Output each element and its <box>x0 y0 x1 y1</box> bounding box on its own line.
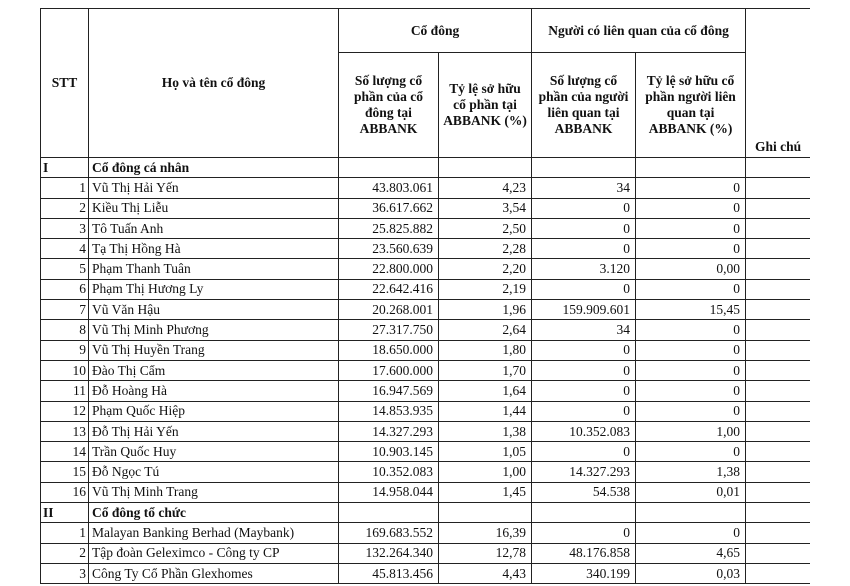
table-row <box>41 198 811 218</box>
shares-cell: 10.352.083 <box>339 462 439 482</box>
row-number: 4 <box>41 239 89 259</box>
related-shares-cell: 0 <box>532 279 636 299</box>
related-ratio-cell: 0 <box>636 239 746 259</box>
note-cell <box>746 421 810 441</box>
related-ratio-cell: 15,45 <box>636 300 746 320</box>
ratio-cell: 2,28 <box>439 239 532 259</box>
row-number: 13 <box>41 421 89 441</box>
related-ratio-cell: 1,00 <box>636 421 746 441</box>
shares-cell: 36.617.662 <box>339 198 439 218</box>
ratio-cell: 1,44 <box>439 401 532 421</box>
empty-cell <box>532 158 636 178</box>
related-shares-cell: 0 <box>532 340 636 360</box>
section-number: I <box>41 158 89 178</box>
related-ratio-cell: 0 <box>636 198 746 218</box>
related-ratio-cell: 0 <box>636 218 746 238</box>
section-title: Cổ đông cá nhân <box>89 158 339 178</box>
row-number: 11 <box>41 381 89 401</box>
related-ratio-cell: 0 <box>636 401 746 421</box>
row-number: 12 <box>41 401 89 421</box>
note-cell <box>746 462 810 482</box>
ratio-cell: 16,39 <box>439 523 532 543</box>
ratio-cell: 1,05 <box>439 442 532 462</box>
row-number: 9 <box>41 340 89 360</box>
related-ratio-cell: 0,01 <box>636 482 746 502</box>
shareholder-document <box>40 8 810 586</box>
table-row <box>41 320 811 340</box>
related-shares-cell: 0 <box>532 401 636 421</box>
shareholder-name: Kiều Thị Liễu <box>89 198 339 218</box>
related-shares-cell: 3.120 <box>532 259 636 279</box>
empty-cell <box>746 158 810 178</box>
table-row <box>41 563 811 583</box>
shares-cell: 23.560.639 <box>339 239 439 259</box>
ratio-cell: 1,80 <box>439 340 532 360</box>
note-cell <box>746 543 810 563</box>
row-number: 8 <box>41 320 89 340</box>
related-ratio-cell: 0 <box>636 442 746 462</box>
related-ratio-cell: 0 <box>636 320 746 340</box>
related-shares-cell: 10.352.083 <box>532 421 636 441</box>
related-ratio-cell: 0 <box>636 381 746 401</box>
table-header <box>41 9 811 158</box>
row-number: 6 <box>41 279 89 299</box>
table-row <box>41 259 811 279</box>
row-number: 14 <box>41 442 89 462</box>
note-cell <box>746 259 810 279</box>
row-number: 3 <box>41 218 89 238</box>
empty-cell <box>636 158 746 178</box>
section-row <box>41 503 811 523</box>
row-number: 16 <box>41 482 89 502</box>
related-ratio-cell: 1,38 <box>636 462 746 482</box>
header-stt: STT <box>41 9 89 158</box>
ratio-cell: 1,45 <box>439 482 532 502</box>
related-shares-cell: 34 <box>532 178 636 198</box>
note-cell <box>746 442 810 462</box>
ratio-cell: 1,64 <box>439 381 532 401</box>
header-shares: Số lượng cổ phần của cổ đông tại ABBANK <box>339 53 439 158</box>
note-cell <box>746 563 810 583</box>
related-ratio-cell: 4,65 <box>636 543 746 563</box>
note-cell <box>746 320 810 340</box>
shares-cell: 27.317.750 <box>339 320 439 340</box>
note-cell <box>746 360 810 380</box>
related-ratio-cell: 0 <box>636 178 746 198</box>
table-row <box>41 300 811 320</box>
shares-cell: 17.600.000 <box>339 360 439 380</box>
note-cell <box>746 340 810 360</box>
related-shares-cell: 34 <box>532 320 636 340</box>
related-shares-cell: 159.909.601 <box>532 300 636 320</box>
empty-cell <box>339 503 439 523</box>
shares-cell: 43.803.061 <box>339 178 439 198</box>
row-number: 15 <box>41 462 89 482</box>
shares-cell: 20.268.001 <box>339 300 439 320</box>
ratio-cell: 1,00 <box>439 462 532 482</box>
row-number: 3 <box>41 563 89 583</box>
row-number: 5 <box>41 259 89 279</box>
shareholder-name: Vũ Thị Minh Phương <box>89 320 339 340</box>
related-shares-cell: 0 <box>532 218 636 238</box>
header-related-shares: Số lượng cổ phần của người liên quan tại ABBANK <box>532 53 636 158</box>
shareholder-name: Tô Tuấn Anh <box>89 218 339 238</box>
note-cell <box>746 178 810 198</box>
shares-cell: 45.813.456 <box>339 563 439 583</box>
related-shares-cell: 0 <box>532 381 636 401</box>
note-cell <box>746 401 810 421</box>
header-shareholder-group: Cổ đông <box>339 9 532 53</box>
shareholder-name: Đỗ Thị Hải Yến <box>89 421 339 441</box>
header-note: Ghi chú <box>746 9 810 158</box>
table-row <box>41 279 811 299</box>
row-number: 1 <box>41 178 89 198</box>
shares-cell: 18.650.000 <box>339 340 439 360</box>
shares-cell: 16.947.569 <box>339 381 439 401</box>
related-shares-cell: 54.538 <box>532 482 636 502</box>
shareholder-name: Đỗ Hoàng Hà <box>89 381 339 401</box>
shareholder-table <box>40 8 810 584</box>
shareholder-name: Phạm Quốc Hiệp <box>89 401 339 421</box>
ratio-cell: 1,96 <box>439 300 532 320</box>
shares-cell: 14.958.044 <box>339 482 439 502</box>
related-ratio-cell: 0,03 <box>636 563 746 583</box>
related-shares-cell: 48.176.858 <box>532 543 636 563</box>
shareholder-name: Đỗ Ngọc Tú <box>89 462 339 482</box>
shares-cell: 14.327.293 <box>339 421 439 441</box>
shares-cell: 22.642.416 <box>339 279 439 299</box>
table-row <box>41 523 811 543</box>
section-row <box>41 158 811 178</box>
empty-cell <box>439 503 532 523</box>
related-shares-cell: 0 <box>532 198 636 218</box>
related-shares-cell: 0 <box>532 239 636 259</box>
header-related-group: Người có liên quan của cổ đông <box>532 9 746 53</box>
note-cell <box>746 198 810 218</box>
ratio-cell: 12,78 <box>439 543 532 563</box>
related-ratio-cell: 0 <box>636 360 746 380</box>
note-cell <box>746 279 810 299</box>
note-cell <box>746 523 810 543</box>
header-name: Họ và tên cổ đông <box>89 9 339 158</box>
table-body <box>41 158 811 584</box>
shareholder-name: Vũ Thị Hải Yến <box>89 178 339 198</box>
related-ratio-cell: 0 <box>636 523 746 543</box>
shareholder-name: Vũ Văn Hậu <box>89 300 339 320</box>
shares-cell: 169.683.552 <box>339 523 439 543</box>
empty-cell <box>439 158 532 178</box>
table-row <box>41 381 811 401</box>
header-related-ratio: Tỷ lệ sở hữu cổ phần người liên quan tại ABBANK (%) <box>636 53 746 158</box>
note-cell <box>746 218 810 238</box>
table-row <box>41 442 811 462</box>
note-cell <box>746 300 810 320</box>
row-number: 2 <box>41 198 89 218</box>
table-row <box>41 421 811 441</box>
table-row <box>41 239 811 259</box>
shareholder-name: Tạ Thị Hồng Hà <box>89 239 339 259</box>
table-row <box>41 178 811 198</box>
section-number: II <box>41 503 89 523</box>
shareholder-name: Phạm Thị Hương Ly <box>89 279 339 299</box>
table-row <box>41 401 811 421</box>
table-row <box>41 340 811 360</box>
ratio-cell: 2,64 <box>439 320 532 340</box>
row-number: 1 <box>41 523 89 543</box>
shareholder-name: Tập đoàn Geleximco - Công ty CP <box>89 543 339 563</box>
ratio-cell: 2,19 <box>439 279 532 299</box>
ratio-cell: 1,70 <box>439 360 532 380</box>
related-shares-cell: 0 <box>532 442 636 462</box>
row-number: 7 <box>41 300 89 320</box>
table-row <box>41 218 811 238</box>
related-shares-cell: 14.327.293 <box>532 462 636 482</box>
note-cell <box>746 381 810 401</box>
related-shares-cell: 0 <box>532 523 636 543</box>
note-cell <box>746 482 810 502</box>
row-number: 10 <box>41 360 89 380</box>
shareholder-name: Vũ Thị Huyền Trang <box>89 340 339 360</box>
section-title: Cổ đông tổ chức <box>89 503 339 523</box>
shareholder-name: Công Ty Cổ Phần Glexhomes <box>89 563 339 583</box>
shares-cell: 22.800.000 <box>339 259 439 279</box>
ratio-cell: 2,20 <box>439 259 532 279</box>
ratio-cell: 2,50 <box>439 218 532 238</box>
shareholder-name: Đào Thị Cẩm <box>89 360 339 380</box>
shares-cell: 10.903.145 <box>339 442 439 462</box>
shares-cell: 25.825.882 <box>339 218 439 238</box>
related-shares-cell: 340.199 <box>532 563 636 583</box>
ratio-cell: 4,23 <box>439 178 532 198</box>
header-ratio: Tỷ lệ sở hữu cổ phần tại ABBANK (%) <box>439 53 532 158</box>
empty-cell <box>746 503 810 523</box>
table-row <box>41 543 811 563</box>
shareholder-name: Phạm Thanh Tuân <box>89 259 339 279</box>
empty-cell <box>339 158 439 178</box>
row-number: 2 <box>41 543 89 563</box>
table-row <box>41 482 811 502</box>
shareholder-name: Malayan Banking Berhad (Maybank) <box>89 523 339 543</box>
table-row <box>41 360 811 380</box>
table-row <box>41 462 811 482</box>
shares-cell: 132.264.340 <box>339 543 439 563</box>
shareholder-name: Trần Quốc Huy <box>89 442 339 462</box>
shareholder-name: Vũ Thị Minh Trang <box>89 482 339 502</box>
empty-cell <box>532 503 636 523</box>
ratio-cell: 1,38 <box>439 421 532 441</box>
related-ratio-cell: 0,00 <box>636 259 746 279</box>
shares-cell: 14.853.935 <box>339 401 439 421</box>
related-shares-cell: 0 <box>532 360 636 380</box>
ratio-cell: 3,54 <box>439 198 532 218</box>
related-ratio-cell: 0 <box>636 340 746 360</box>
ratio-cell: 4,43 <box>439 563 532 583</box>
empty-cell <box>636 503 746 523</box>
related-ratio-cell: 0 <box>636 279 746 299</box>
note-cell <box>746 239 810 259</box>
